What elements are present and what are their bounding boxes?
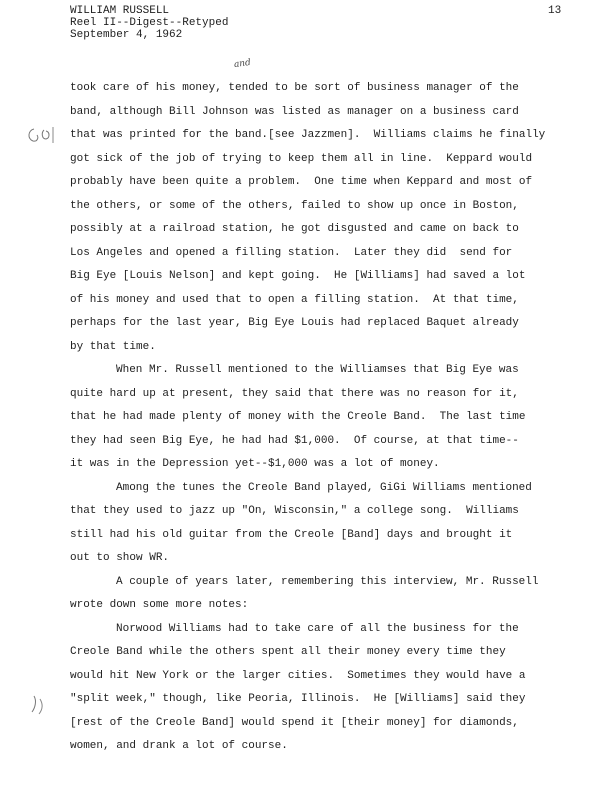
text-line: band, although Bill Johnson was listed as manager on a business card [70,105,519,118]
text-line: [rest of the Creole Band] would spend it [their money] for diamonds, [70,716,519,729]
text-line: got sick of the job of trying to keep them all in line. Keppard would [70,152,533,165]
text-line: they had seen Big Eye, he had had $1,000. Of course, at that time-- [70,434,519,447]
text-line: of his money and used that to open a filling station. At that time, [70,293,519,306]
header-name: WILLIAM RUSSELL [70,5,170,17]
handwritten-margin-mark-icon [28,692,50,718]
text-line: A couple of years later, remembering this interview, Mr. Russell [116,575,539,588]
text-line: When Mr. Russell mentioned to the Williamses that Big Eye was [116,364,519,376]
page-number: 13 [548,5,562,17]
header-reel: Reel II--Digest--Retyped [70,17,229,29]
text-line: quite hard up at present, they said that there was no reason for it, [70,387,519,400]
text-line: Creole Band while the others spent all their money every time they [70,646,506,658]
text-line: took care of his money, tended to be sort of business manager of the [70,82,519,94]
text-line: perhaps for the last year, Big Eye Louis had replaced Baquet already [70,317,519,329]
text-line: women, and drank a lot of course. [70,740,288,752]
header-date: September 4, 1962 [70,29,183,41]
page-header [70,5,228,41]
text-line: that he had made plenty of money with the Creole Band. The last time [70,411,526,423]
text-line: Big Eye [Louis Nelson] and kept going. He [Williams] had saved a lot [70,270,526,282]
text-line: wrote down some more notes: [70,599,249,611]
text-line: probably have been quite a problem. One time when Keppard and most of [70,176,533,188]
text-line: that they used to jazz up "On, Wisconsin," a college song. Williams [70,505,519,517]
text-line: "split week," though, like Peoria, Illinois. He [Williams] said they [70,693,526,705]
text-line: Norwood Williams had to take care of all the business for the [116,622,519,635]
text-line: Los Angeles and opened a filling station. Later they did send for [70,246,513,259]
text-line: possibly at a railroad station, he got disgusted and came on back to [70,223,519,235]
text-line: Among the tunes the Creole Band played, GiGi Williams mentioned [116,481,532,494]
text-line: out to show WR. [70,552,170,564]
text-line: it was in the Depression yet--$1,000 was a lot of money. [70,458,440,470]
document-body [70,80,570,762]
handwritten-insertion: and [233,57,252,71]
text-line: would hit New York or the larger cities. Sometimes they would have a [70,669,526,682]
handwritten-margin-mark-icon [24,124,58,146]
text-line: that was printed for the band.[see Jazzmen]. Williams claims he finally [70,129,546,141]
text-line: by that time. [70,340,156,353]
text-line: still had his old guitar from the Creole [Band] days and brought it [70,528,513,541]
text-line: the others, or some of the others, failed to show up once in Boston, [70,199,519,212]
